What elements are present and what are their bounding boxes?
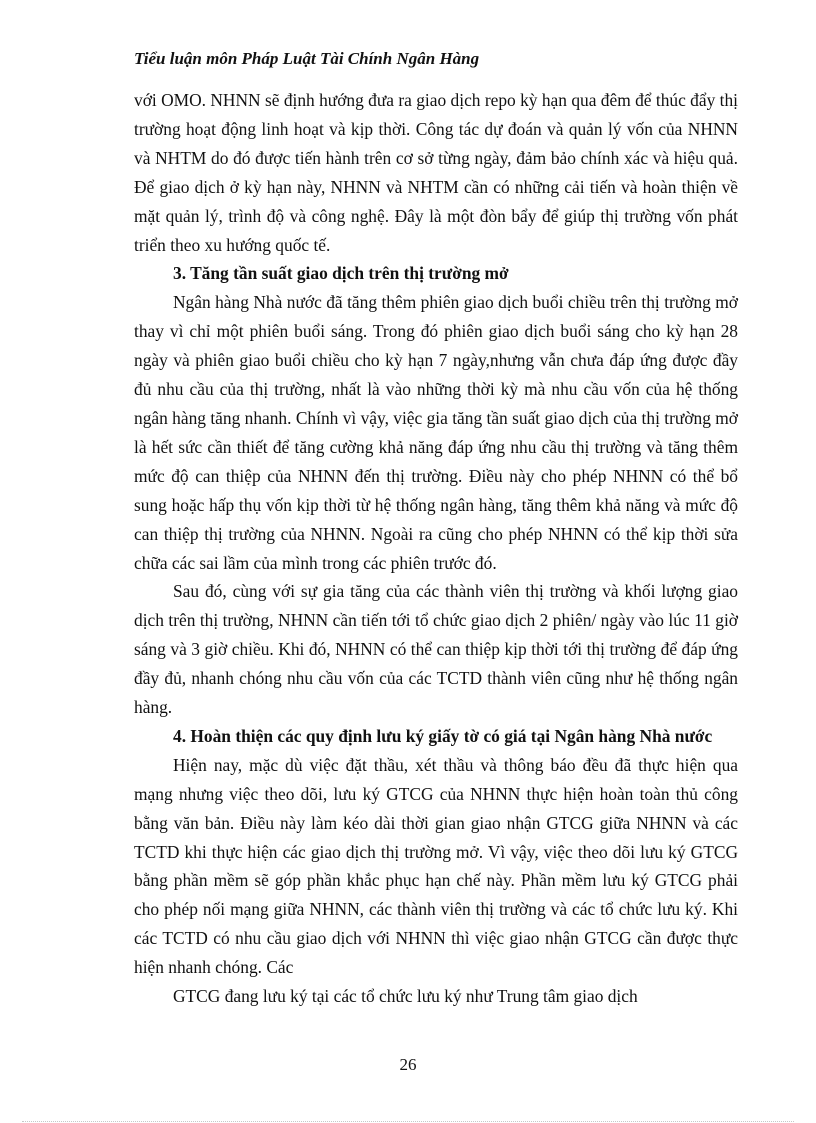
page-body	[134, 86, 738, 1011]
paragraph-afternoon-session: Ngân hàng Nhà nước đã tăng thêm phiên giao dịch buổi chiều trên thị trường mở thay vì chỉ một phiên buổi sáng. Trong đó phiên giao dịch buổi sáng cho kỳ hạn 28 ngày và phiên giao buổi chiều cho kỳ hạn 7 ngày,nhưng vẫn chưa đáp ứng được đầy đủ nhu cầu của thị trường, nhất là vào những thời kỳ mà nhu cầu vốn của hệ thống ngân hàng tăng nhanh. Chính vì vậy, việc gia tăng tần suất giao dịch của thị trường mở là hết sức cần thiết để tăng cường khả năng đáp ứng nhu cầu thị trường và tăng thêm mức độ can thiệp của NHNN đến thị trường. Điều này cho phép NHNN có thể bổ sung hoặc hấp thụ vốn kịp thời từ hệ thống ngân hàng, tăng thêm khả năng và mức độ can thiệp thị trường của NHNN. Ngoài ra cũng cho phép NHNN có thể kịp thời sửa chữa các sai lầm của mình trong các phiên trước đó.	[134, 292, 738, 573]
paragraph-omo-repo: với OMO. NHNN sẽ định hướng đưa ra giao dịch repo kỳ hạn qua đêm để thúc đẩy thị trường hoạt động linh hoạt và kịp thời. Công tác dự đoán và quản lý vốn của NHNN và NHTM do đó được tiến hành trên cơ sở từng ngày, đảm bảo chính xác và hiệu quả. Để giao dịch ở kỳ hạn này, NHNN và NHTM cần có những cải tiến và hoàn thiện về mặt quản lý, trình độ và công nghệ. Đây là một đòn bẩy để giúp thị trường vốn phát triển theo xu hướng quốc tế.	[134, 90, 738, 255]
section-heading-4: 4. Hoàn thiện các quy định lưu ký giấy tờ có giá tại Ngân hàng Nhà nước	[173, 725, 713, 746]
paragraph-continued-line: GTCG đang lưu ký tại các tổ chức lưu ký như Trung tâm giao dịch	[173, 986, 638, 1007]
section-heading-3: 3. Tăng tần suất giao dịch trên thị trường mở	[173, 263, 509, 284]
page-bottom-divider	[22, 1121, 794, 1122]
running-header: Tiểu luận môn Pháp Luật Tài Chính Ngân Hàng	[134, 49, 480, 68]
paragraph-two-sessions: Sau đó, cùng với sự gia tăng của các thành viên thị trường và khối lượng giao dịch trên thị trường, NHNN cần tiến tới tổ chức giao dịch 2 phiên/ ngày vào lúc 11 giờ sáng và 3 giờ chiều. Khi đó, NHNN có thể can thiệp kịp thời tới thị trường để đáp ứng đầy đủ, nhanh chóng nhu cầu vốn của các TCTD thành viên cũng như hệ thống ngân hàng.	[134, 581, 738, 718]
page-number: 26	[399, 1055, 417, 1074]
paragraph-custody-gtcg: Hiện nay, mặc dù việc đặt thầu, xét thầu và thông báo đều đã thực hiện qua mạng nhưng việc theo dõi, lưu ký GTCG của NHNN thực hiện hoàn toàn thủ công bằng văn bản. Điều này làm kéo dài thời gian giao nhận GTCG giữa NHNN và các TCTD khi thực hiện các giao dịch thị trường mở. Vì vậy, việc theo dõi lưu ký GTCG bằng phần mềm sẽ góp phần khắc phục hạn chế này. Phần mềm lưu ký GTCG phải cho phép nối mạng giữa NHNN, các thành viên thị trường và các tổ chức lưu ký. Khi các TCTD có nhu cầu giao dịch với NHNN thì việc giao nhận GTCG cần được thực hiện nhanh chóng. Các	[134, 754, 738, 978]
